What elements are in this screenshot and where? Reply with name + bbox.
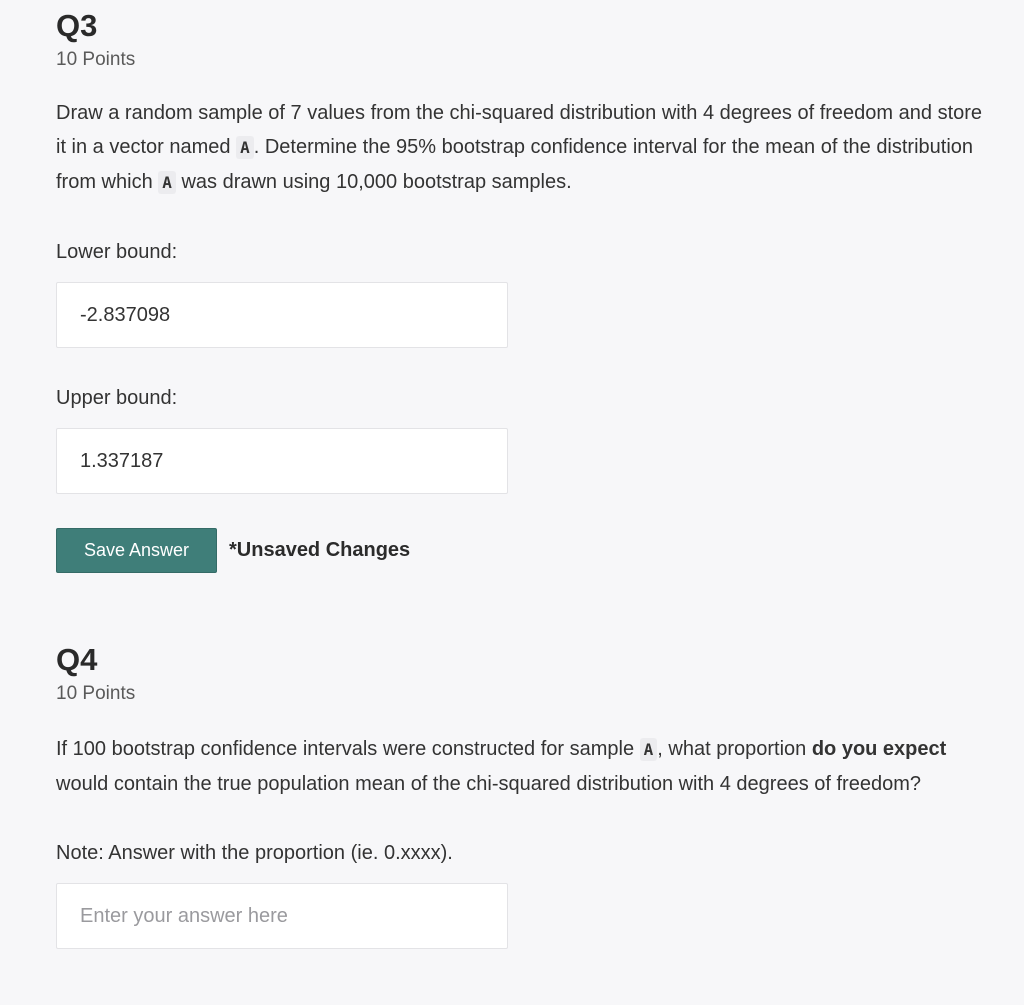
question-points: 10 Points	[56, 49, 136, 70]
question-title: Q3	[56, 8, 98, 43]
prompt-text: , what proportion	[657, 738, 812, 760]
question-points: 10 Points	[56, 683, 136, 704]
note-label: Note: Answer with the proportion (ie. 0.xxxx).	[56, 842, 453, 864]
variable-code: A	[158, 171, 176, 194]
upper-bound-label: Upper bound:	[56, 387, 178, 409]
save-row	[56, 528, 996, 573]
unsaved-changes-status: *Unsaved Changes	[229, 539, 411, 561]
answer-input[interactable]: Enter your answer here	[56, 883, 508, 949]
prompt-text: would contain the true population mean of the chi-squared distribution with 4 degrees of freedom?	[56, 773, 921, 795]
question-q4	[56, 634, 996, 949]
lower-bound-label: Lower bound:	[56, 241, 178, 263]
question-prompt	[56, 96, 996, 200]
prompt-text: was drawn using 10,000 bootstrap samples.	[175, 171, 572, 193]
save-answer-button[interactable]: Save Answer	[56, 528, 217, 573]
question-prompt	[56, 732, 996, 801]
variable-code: A	[236, 136, 254, 159]
question-title: Q4	[56, 642, 98, 677]
prompt-text: . Determine the 95% bootstrap confidence interval for the mean of the distribution from which	[56, 136, 974, 193]
variable-code: A	[640, 738, 658, 761]
lower-bound-input[interactable]: -2.837098	[56, 282, 508, 348]
prompt-text: If 100 bootstrap confidence intervals were constructed for sample	[56, 738, 640, 760]
question-q3	[56, 0, 996, 573]
prompt-emphasis: do you expect	[811, 738, 947, 760]
upper-bound-input[interactable]: 1.337187	[56, 428, 508, 494]
prompt-text: Draw a random sample of 7 values from the chi-squared distribution with 4 degrees of freedom and store it in a vector named	[56, 102, 983, 158]
